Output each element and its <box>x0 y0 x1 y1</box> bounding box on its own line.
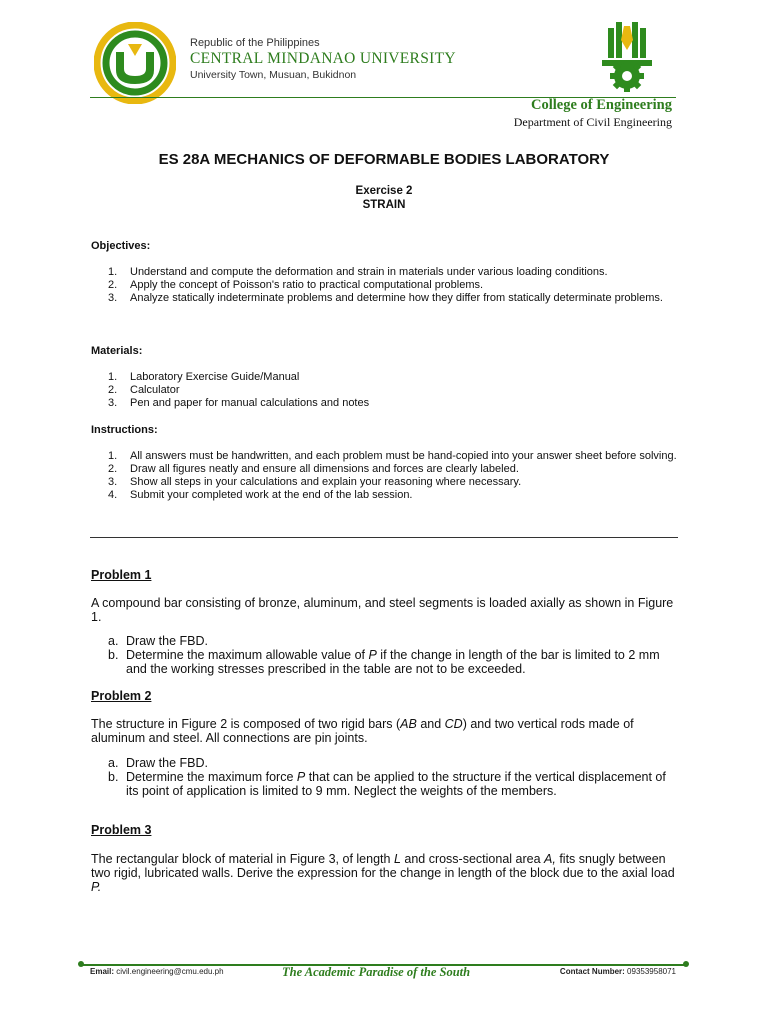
instructions-list <box>91 450 681 502</box>
list-item: 1. Laboratory Exercise Guide/Manual <box>108 371 300 383</box>
list-item: a. Draw the FBD. <box>108 634 208 648</box>
college-name: College of Engineering <box>531 97 672 113</box>
problem-3-title: Problem 3 <box>91 823 152 837</box>
section-divider <box>90 537 678 538</box>
list-item: 3. Show all steps in your calculations and explain your reasoning where necessary. <box>108 476 522 488</box>
instructions-label: Instructions: <box>91 424 158 436</box>
list-item: a. Draw the FBD. <box>108 756 208 770</box>
list-item: 2. Draw all figures neatly and ensure all dimensions and forces are clearly labeled. <box>108 463 519 475</box>
footer-email: Email: civil.engineering@cmu.edu.ph <box>90 967 224 976</box>
department-name: Department of Civil Engineering <box>513 115 672 129</box>
university-name: CENTRAL MINDANAO UNIVERSITY <box>190 50 456 67</box>
footer-dot-right <box>683 961 689 967</box>
list-item: 4. Submit your completed work at the end of the lab session. <box>108 489 413 501</box>
list-item: b. Determine the maximum force P that can be applied to the structure if the vertical displacement of its point of application is limited to 9 mm. Neglect the weights of the members. <box>108 770 666 798</box>
problem-1-title: Problem 1 <box>91 568 152 582</box>
exercise-name: STRAIN <box>362 199 406 211</box>
republic-label: Republic of the Philippines <box>190 37 320 49</box>
university-address: University Town, Musuan, Bukidnon <box>190 69 357 81</box>
list-item: 2. Calculator <box>108 384 180 396</box>
list-item: 3. Pen and paper for manual calculations and notes <box>108 397 370 409</box>
problem-2-tasks <box>91 756 681 798</box>
footer-tagline: The Academic Paradise of the South <box>282 965 471 979</box>
footer-contact: Contact Number: 09353958071 <box>559 967 676 976</box>
list-item: 2. Apply the concept of Poisson's ratio to practical computational problems. <box>108 279 484 291</box>
university-header <box>190 37 456 81</box>
problem-2-statement: The structure in Figure 2 is composed of two rigid bars (AB and CD) and two vertical rods made of aluminum and steel. All connections are pin joints. <box>91 717 634 745</box>
list-item: 1. All answers must be handwritten, and each problem must be hand-copied into your answer sheet before solving. <box>108 450 677 462</box>
cmu-seal-icon <box>94 22 176 104</box>
problem-2-title: Problem 2 <box>91 689 152 703</box>
objectives-list <box>91 266 681 305</box>
document-title: ES 28A MECHANICS OF DEFORMABLE BODIES LABORATORY <box>158 151 610 168</box>
engineering-gear-icon <box>594 20 660 94</box>
problem-3-statement: The rectangular block of material in Figure 3, of length L and cross-sectional area A, fits snugly between two rigid, lubricated walls. Derive the expression for the change in length of the block due to the axial load P. <box>91 852 675 894</box>
list-item: 1. Understand and compute the deformation and strain in materials under various loading conditions. <box>108 266 608 278</box>
materials-label: Materials: <box>91 345 143 357</box>
objectives-label: Objectives: <box>91 240 151 252</box>
materials-list <box>91 371 681 410</box>
exercise-number: Exercise 2 <box>355 185 413 197</box>
problem-1-statement: A compound bar consisting of bronze, aluminum, and steel segments is loaded axially as shown in Figure 1. <box>91 596 674 624</box>
problem-1-tasks <box>91 634 681 676</box>
list-item: 3. Analyze statically indeterminate problems and determine how they differ from statically determinate problems. <box>108 292 663 304</box>
list-item: b. Determine the maximum allowable value of P if the change in length of the bar is limited to 2 mm and the working stresses prescribed in the table are not to be exceeded. <box>108 648 660 676</box>
